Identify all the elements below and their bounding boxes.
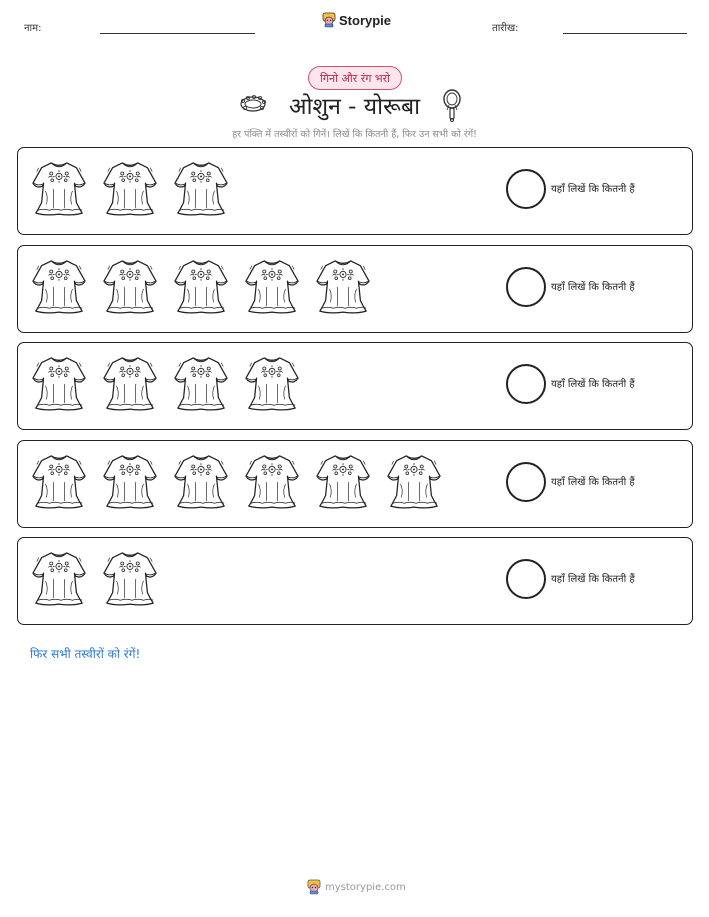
storypie-mascot-icon bbox=[307, 879, 321, 895]
counting-row-5 bbox=[17, 537, 693, 625]
answer-label: यहाँ लिखें कि कितनी हैं bbox=[551, 282, 635, 293]
embroidered-dress-icon bbox=[243, 453, 301, 513]
answer-circle[interactable] bbox=[506, 364, 546, 404]
counting-row-3 bbox=[17, 342, 693, 430]
embroidered-dress-icon bbox=[314, 453, 372, 513]
answer-circle[interactable] bbox=[506, 169, 546, 209]
embroidered-dress-icon bbox=[30, 160, 88, 220]
item-group bbox=[30, 160, 230, 220]
answer-circle[interactable] bbox=[506, 559, 546, 599]
counting-row-1 bbox=[17, 147, 693, 235]
embroidered-dress-icon bbox=[30, 258, 88, 318]
answer-circle[interactable] bbox=[506, 267, 546, 307]
site-credit bbox=[307, 879, 406, 895]
item-group bbox=[30, 550, 159, 610]
name-line bbox=[100, 33, 255, 34]
embroidered-dress-icon bbox=[314, 258, 372, 318]
counting-row-2 bbox=[17, 245, 693, 333]
embroidered-dress-icon bbox=[243, 258, 301, 318]
name-label: नाम: bbox=[24, 23, 42, 34]
embroidered-dress-icon bbox=[101, 355, 159, 415]
brand-logo bbox=[322, 12, 391, 28]
embroidered-dress-icon bbox=[172, 160, 230, 220]
embroidered-dress-icon bbox=[172, 355, 230, 415]
embroidered-dress-icon bbox=[172, 258, 230, 318]
hand-mirror-icon bbox=[441, 88, 463, 122]
embroidered-dress-icon bbox=[172, 453, 230, 513]
embroidered-dress-icon bbox=[30, 550, 88, 610]
activity-badge: गिनो और रंग भरो bbox=[308, 66, 402, 90]
embroidered-dress-icon bbox=[101, 258, 159, 318]
item-group bbox=[30, 453, 443, 513]
item-group bbox=[30, 355, 301, 415]
embroidered-dress-icon bbox=[101, 160, 159, 220]
embroidered-dress-icon bbox=[101, 550, 159, 610]
worksheet-title: ओशुन - योरूबा bbox=[288, 94, 421, 120]
brand-name: Storypie bbox=[339, 12, 392, 28]
answer-label: यहाँ लिखें कि कितनी हैं bbox=[551, 574, 635, 585]
answer-circle[interactable] bbox=[506, 462, 546, 502]
embroidered-dress-icon bbox=[30, 453, 88, 513]
storypie-mascot-icon bbox=[322, 12, 336, 28]
answer-label: यहाँ लिखें कि कितनी हैं bbox=[551, 379, 635, 390]
answer-label: यहाँ लिखें कि कितनी हैं bbox=[551, 477, 635, 488]
footer-note: फिर सभी तस्वीरों को रंगें! bbox=[30, 647, 141, 661]
date-label: तारीख: bbox=[492, 23, 519, 34]
embroidered-dress-icon bbox=[385, 453, 443, 513]
instruction-text: हर पंक्ति में तस्वीरों को गिनें। लिखें कि कितनी हैं, फिर उन सभी को रंगें! bbox=[232, 129, 477, 140]
counting-row-4 bbox=[17, 440, 693, 528]
item-group bbox=[30, 258, 372, 318]
date-line bbox=[563, 33, 687, 34]
embroidered-dress-icon bbox=[30, 355, 88, 415]
embroidered-dress-icon bbox=[101, 453, 159, 513]
site-url: mystorypie.com bbox=[325, 881, 406, 893]
answer-label: यहाँ लिखें कि कितनी हैं bbox=[551, 184, 635, 195]
embroidered-dress-icon bbox=[243, 355, 301, 415]
